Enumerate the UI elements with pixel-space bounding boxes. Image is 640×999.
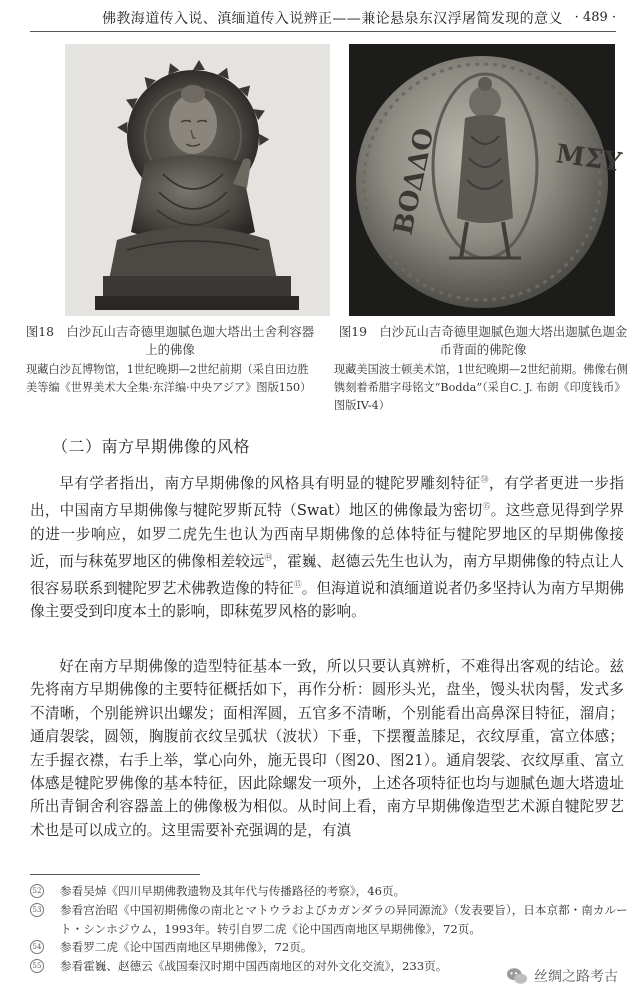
figure-18-image bbox=[65, 44, 330, 316]
figure-18-source: 现藏白沙瓦博物馆，1世纪晚期—2世纪前期（采自田边胜美等编《世界美术大全集·东洋编·中央アジア》图版150） bbox=[26, 363, 312, 394]
paragraph-1-text-a: 早有学者指出，南方早期佛像的风格具有明显的犍陀罗雕刻特征 bbox=[59, 474, 481, 492]
paragraph-1-text-b: ，有学者更进一步指出，中国南方早期佛像与犍陀罗斯瓦特（Swat）地区的佛像最为密切 bbox=[30, 474, 624, 520]
wechat-icon bbox=[506, 965, 528, 987]
footnote-number: 54 bbox=[30, 940, 44, 954]
coin-inscription-left: BOΔΔO bbox=[388, 125, 441, 238]
footnote-item bbox=[30, 882, 630, 901]
section-heading: （二）南方早期佛像的风格 bbox=[52, 437, 251, 456]
footnote-item bbox=[30, 938, 630, 957]
footnote-item bbox=[30, 901, 630, 939]
footnotes bbox=[30, 882, 630, 976]
footnote-ref-55: ⑮ bbox=[293, 580, 302, 590]
footnote-number: 53 bbox=[30, 903, 44, 917]
figure-19-image bbox=[349, 44, 624, 316]
footnote-text: 参看罗二虎《论中国西南地区早期佛像》，72页。 bbox=[60, 940, 313, 955]
footnote-ref-53: ⑮ bbox=[482, 502, 491, 512]
footnote-text: 参看吴焯《四川早期佛教遗物及其年代与传播路径的考察》，46页。 bbox=[60, 884, 406, 898]
footnote-text: 参看宫治昭《中国初期佛像の南北とマトウラおよびカガンダラの异同源流》（发表要旨），日本京都・南カルート・シンホジウム，1993年。转引自罗二虎《论中国西南地区早期佛像》，72页。 bbox=[60, 902, 628, 936]
figure-19-source: 现藏美国波士顿美术馆，1世纪晚期—2世纪前期。佛像右侧镌刻着希腊字母铭文“Bodda”（采自C. J. 布朗《印度钱币》图版IV-4） bbox=[334, 363, 628, 412]
figure-19-caption: 图19 白沙瓦山吉奇德里迦腻色迦大塔出迦腻色迦金币背面的佛陀像 bbox=[338, 324, 628, 357]
footnote-ref-52: ㊿ bbox=[480, 475, 490, 484]
watermark-text: 丝绸之路考古 bbox=[534, 969, 618, 985]
paragraph-1-text-e: 。但海道说和滇缅道说者仍多坚持认为南方早期佛像主要受到印度本土的影响，即秣菟罗风格的影响。 bbox=[30, 580, 624, 621]
coin-inscription-right: ΜΣΥ bbox=[554, 139, 624, 179]
paragraph-1 bbox=[30, 468, 624, 624]
footnote-number: 52 bbox=[30, 884, 44, 898]
paragraph-1-text-c: 。这些意见得到学界的进一步响应，如罗二虎先生也认为西南早期佛像的总体特征与犍陀罗地区的早期佛像接近，而与秣菟罗地区的佛像相差较远 bbox=[30, 502, 624, 570]
watermark bbox=[502, 963, 622, 989]
paragraph-2: 好在南方早期佛像的造型特征基本一致，所以只要认真辨析，不难得出客观的结论。兹先将南方早期佛像的主要特征概括如下，再作分析：圆形头光，盘坐，馒头状肉髻，发式多不清晰，个别能辨识出螺发；面相浑圆，五官多不清晰，个别能看出高鼻深目特征，溜肩；通肩袈裟，圆领，胸腹前衣纹呈弧状（波状）下垂，下摆覆盖膝足，衣纹厚重，富立体感；左手握衣襟，右手上举，掌心向外，施无畏印（图20、图21）。通肩袈裟、衣纹厚重、富立体感是犍陀罗佛像的基本特征，因此除螺发一项外，上述各项特征也均与迦腻色迦大塔遗址所出青铜舍利容器盖上的佛像极为相似。从时间上看，南方早期佛像造型艺术源自犍陀罗艺术也是可以成立的。这里需要补充强调的是，有滇 bbox=[30, 658, 624, 839]
footnote-number: 55 bbox=[30, 959, 44, 973]
footnote-text: 参看霍巍、赵德云《战国秦汉时期中国西南地区的对外文化交流》，233页。 bbox=[60, 959, 448, 974]
footnote-ref-54: ㊹ bbox=[264, 552, 273, 562]
page-number: · 489 · bbox=[574, 10, 616, 25]
paragraph-1-text-d: ，霍巍、赵德云先生也认为，南方早期佛像的特点让人很容易联系到犍陀罗艺术佛教造像的特征 bbox=[30, 552, 624, 598]
footnote-divider bbox=[30, 874, 200, 875]
page-header bbox=[30, 4, 616, 32]
figure-18-caption: 图18 白沙瓦山吉奇德里迦腻色迦大塔出土舍利容器上的佛像 bbox=[25, 324, 315, 357]
running-title: 佛教海道传入说、滇缅道传入说辨正——兼论悬泉东汉浮屠简发现的意义 bbox=[102, 10, 563, 27]
